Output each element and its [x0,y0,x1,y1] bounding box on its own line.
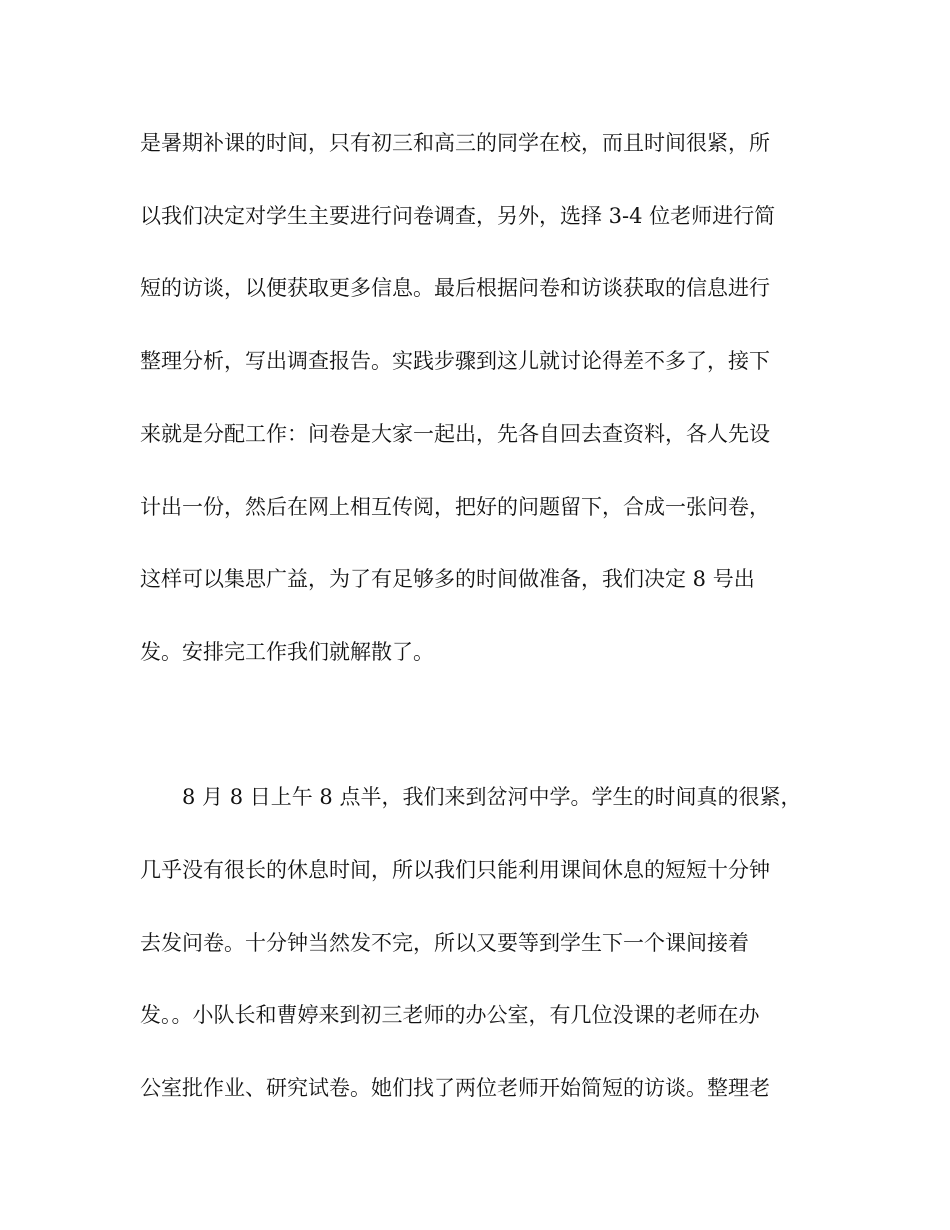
text-line: 以我们决定对学生主要进行问卷调查，另外，选择 3-4 位老师进行简 [140,204,776,228]
text-line: 发。安排完工作我们就解散了。 [140,640,434,664]
text-line: 整理分析，写出调查报告。实践步骤到这儿就讨论得差不多了，接下 [140,349,770,373]
text-line: 去发问卷。十分钟当然发不完，所以又要等到学生下一个课间接着 [140,931,749,955]
text-line: 短的访谈，以便获取更多信息。最后根据问卷和访谈获取的信息进行 [140,276,770,300]
text-line: 来就是分配工作：问卷是大家一起出，先各自回去查资料，各人先设 [140,422,770,446]
text-line: 计出一份，然后在网上相互传阅，把好的问题留下，合成一张问卷， [140,495,770,519]
text-line-indented: 8 月 8 日上午 8 点半，我们来到岔河中学。学生的时间真的很紧， [182,785,802,809]
text-line: 几乎没有很长的休息时间，所以我们只能利用课间休息的短短十分钟 [140,858,770,882]
text-line: 是暑期补课的时间，只有初三和高三的同学在校，而且时间很紧，所 [140,131,770,155]
text-line: 公室批作业、研究试卷。她们找了两位老师开始简短的访谈。整理老 [140,1076,770,1100]
text-line: 发。。小队长和曹婷来到初三老师的办公室，有几位没课的老师在办 [140,1003,760,1027]
text-line: 这样可以集思广益，为了有足够多的时间做准备，我们决定 8 号出 [140,567,755,591]
